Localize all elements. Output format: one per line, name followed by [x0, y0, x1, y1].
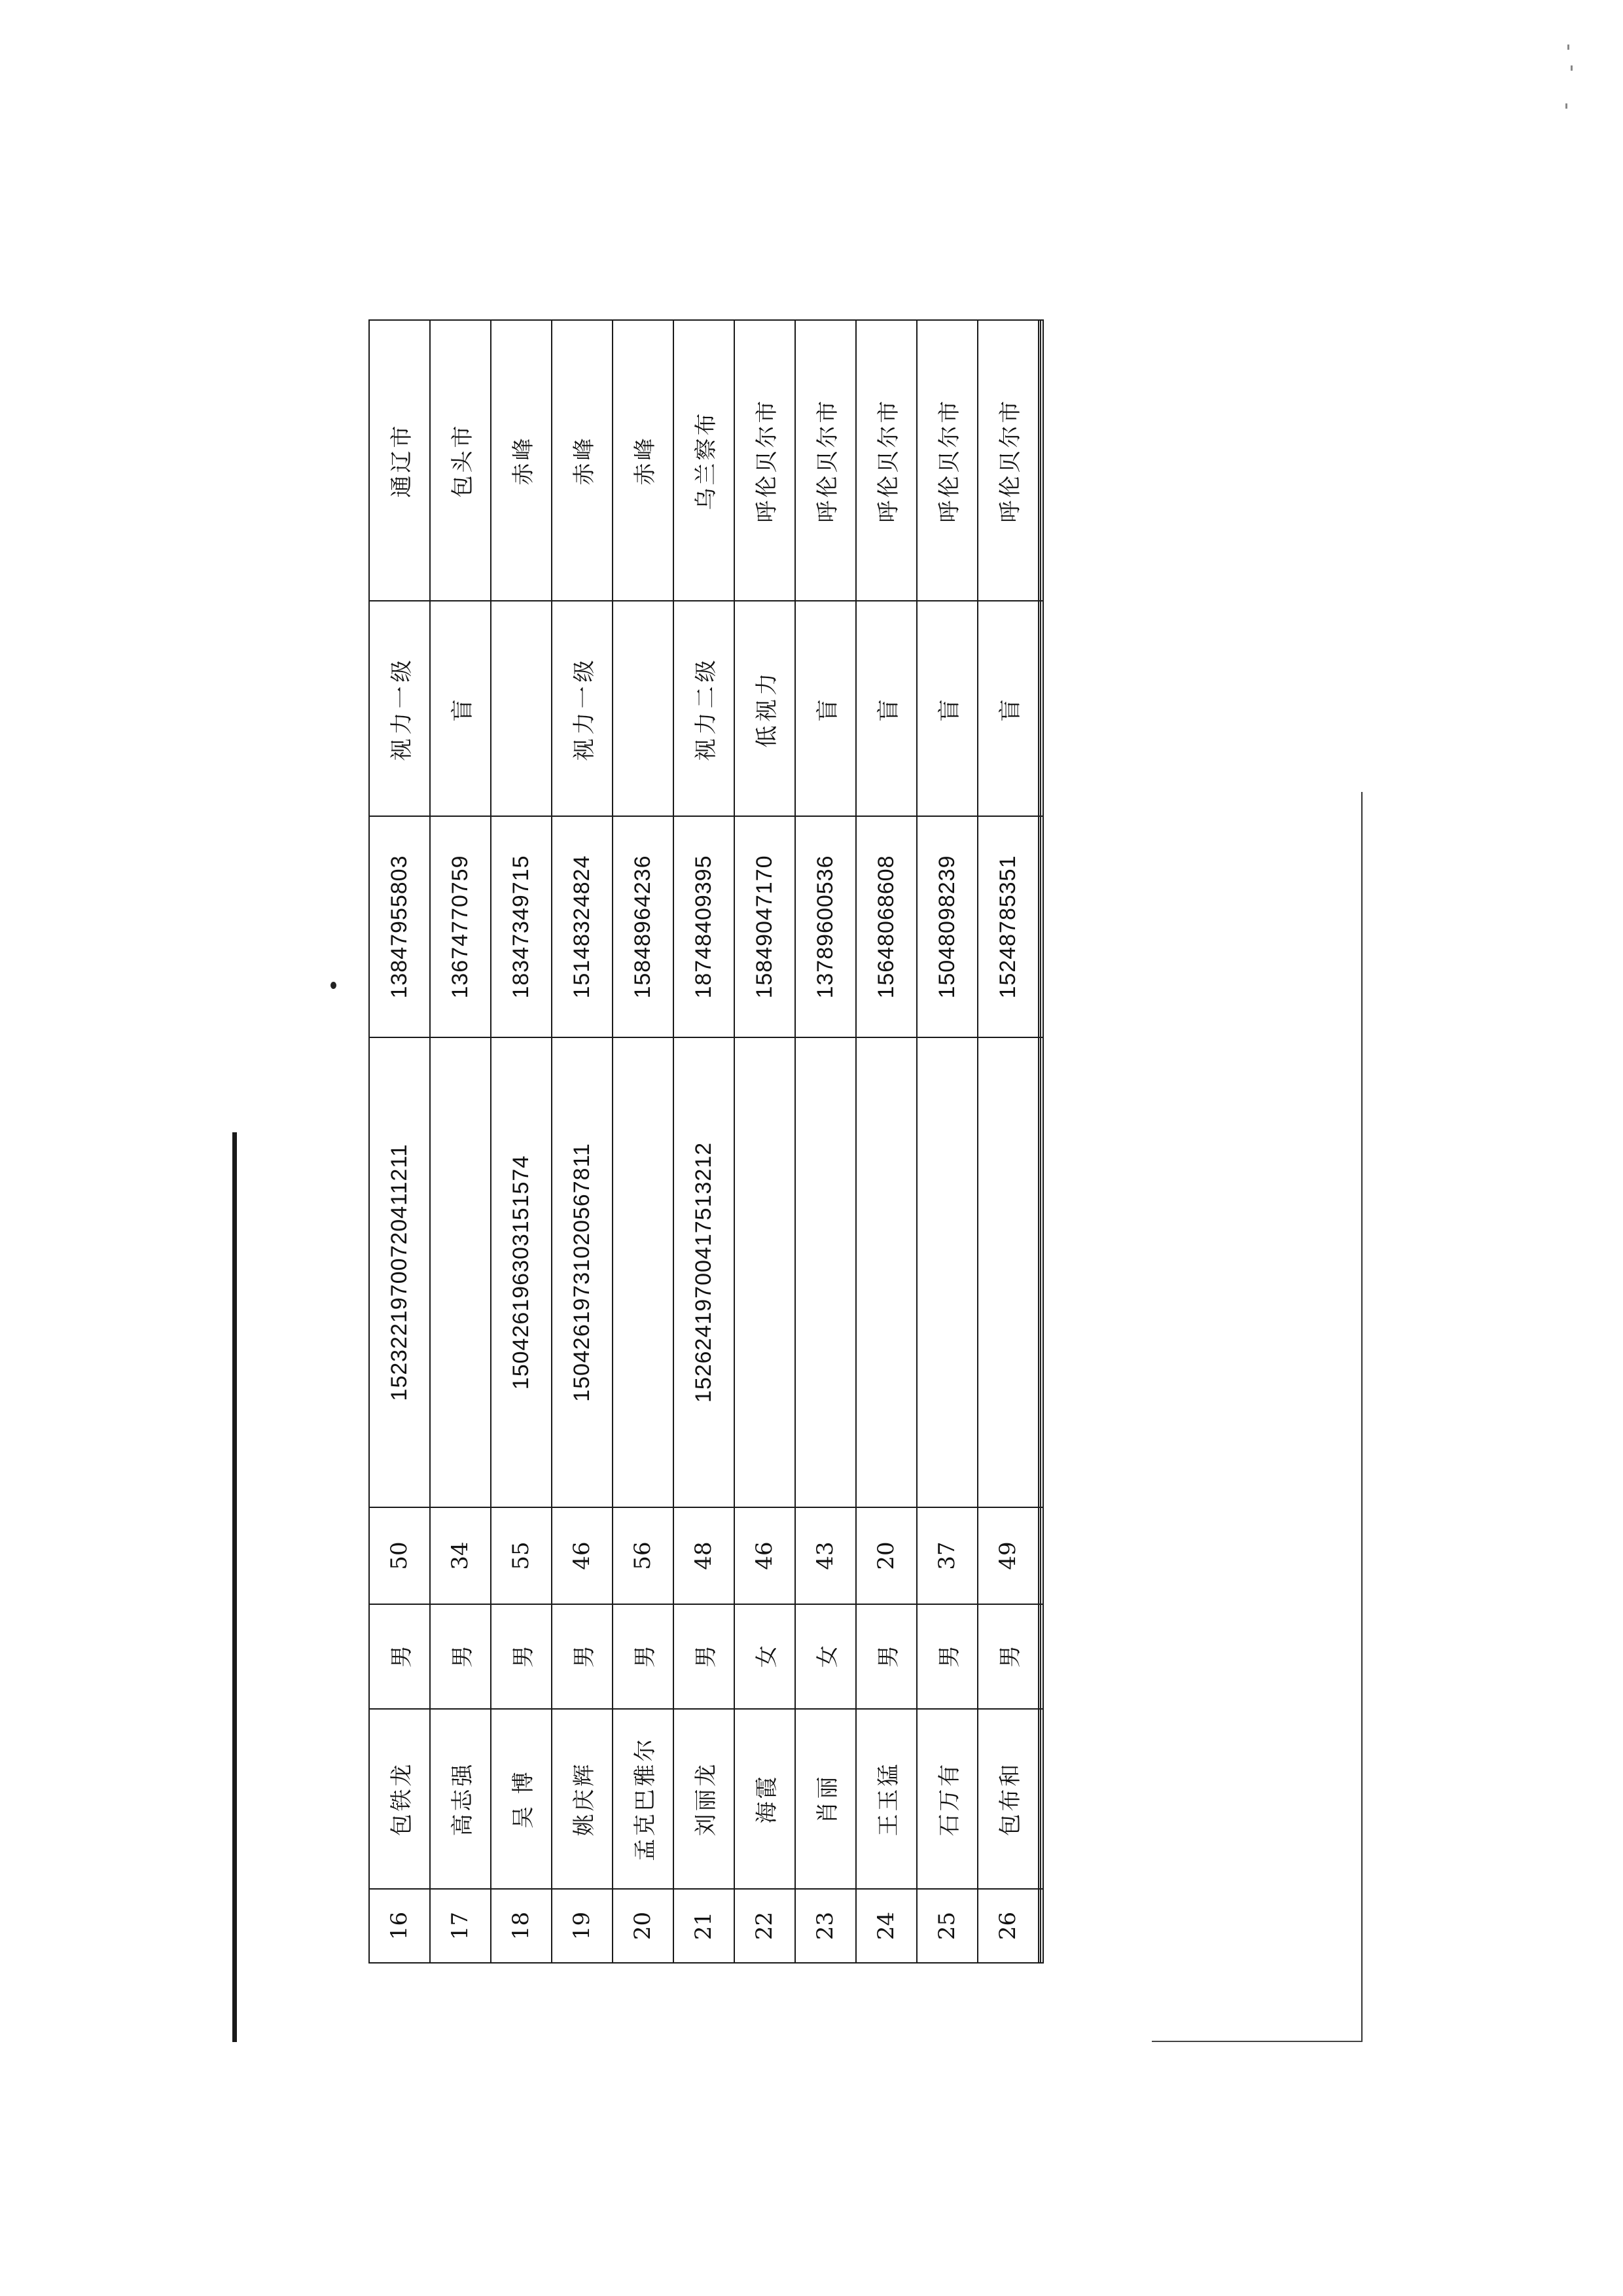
row-number-cell: 18 — [491, 1889, 552, 1963]
sex-cell: 男 — [917, 1604, 978, 1709]
disability-level-cell: 盲 — [430, 601, 491, 816]
table-row — [613, 320, 673, 1963]
scan-margin-line — [1152, 2041, 1363, 2042]
sex-cell: 女 — [795, 1604, 856, 1709]
city-cell: 赤峰 — [613, 320, 673, 601]
row-number-cell: 23 — [795, 1889, 856, 1963]
phone-number-cell: 15048098239 — [917, 816, 978, 1037]
phone-number-cell: 18347349715 — [491, 816, 552, 1037]
city-cell: 通辽市 — [369, 320, 430, 601]
city-cell: 呼伦贝尔市 — [795, 320, 856, 601]
id-number-cell: 150426197310205678​11 — [552, 1037, 613, 1507]
city-cell: 呼伦贝尔市 — [978, 320, 1039, 601]
id-number-cell — [856, 1037, 917, 1507]
disability-level-cell: 视力二级 — [673, 601, 734, 816]
age-cell: 46 — [734, 1507, 795, 1604]
city-cell: 赤峰 — [491, 320, 552, 601]
sex-cell: 男 — [856, 1604, 917, 1709]
city-cell: 呼伦贝尔市 — [734, 320, 795, 601]
person-name-cell: 肖丽 — [795, 1709, 856, 1889]
scan-speck — [330, 982, 336, 989]
disability-level-cell — [491, 601, 552, 816]
city-cell — [1041, 320, 1043, 601]
age-cell: 20 — [856, 1507, 917, 1604]
sex-cell: 男 — [673, 1604, 734, 1709]
id-number-cell: 152624197004175132​12 — [673, 1037, 734, 1507]
age-cell: 46 — [552, 1507, 613, 1604]
scan-speck — [1565, 103, 1567, 109]
city-cell: 呼伦贝尔市 — [856, 320, 917, 601]
phone-number-cell: 15848964236 — [613, 816, 673, 1037]
id-number-cell — [917, 1037, 978, 1507]
disability-level-cell — [1041, 601, 1043, 816]
table-row — [856, 320, 917, 1963]
table-row — [734, 320, 795, 1963]
sex-cell: 男 — [491, 1604, 552, 1709]
row-number-cell: 19 — [552, 1889, 613, 1963]
row-number-cell: 20 — [613, 1889, 673, 1963]
person-name-cell: 刘丽龙 — [673, 1709, 734, 1889]
table-row — [978, 320, 1039, 1963]
roster-table-rotated — [368, 321, 1044, 1964]
id-number-cell — [1041, 1037, 1043, 1507]
id-number-cell: 152322197007204112​11 — [369, 1037, 430, 1507]
age-cell: 34 — [430, 1507, 491, 1604]
sex-cell: 男 — [552, 1604, 613, 1709]
person-name-cell: 包铁龙 — [369, 1709, 430, 1889]
row-number-cell: 21 — [673, 1889, 734, 1963]
person-name-cell: 包布和 — [978, 1709, 1039, 1889]
person-name-cell: 孟克巴雅尔 — [613, 1709, 673, 1889]
person-name-cell: 石万有 — [917, 1709, 978, 1889]
age-cell: 55 — [491, 1507, 552, 1604]
phone-number-cell: 13789600536 — [795, 816, 856, 1037]
table-row — [1041, 320, 1043, 1963]
sex-cell — [1041, 1604, 1043, 1709]
disability-level-cell: 盲 — [856, 601, 917, 816]
city-cell: 包头市 — [430, 320, 491, 601]
id-number-cell — [978, 1037, 1039, 1507]
disability-level-cell: 视力一级 — [369, 601, 430, 816]
phone-number-cell: 15248785351 — [978, 816, 1039, 1037]
row-number-cell: 24 — [856, 1889, 917, 1963]
phone-number-cell: 15148324824 — [552, 816, 613, 1037]
age-cell: 49 — [978, 1507, 1039, 1604]
scan-edge-shadow — [232, 1132, 237, 2042]
age-cell: 48 — [673, 1507, 734, 1604]
row-number-cell: 25 — [917, 1889, 978, 1963]
id-number-cell — [613, 1037, 673, 1507]
row-number-cell: 17 — [430, 1889, 491, 1963]
id-number-cell — [734, 1037, 795, 1507]
id-number-cell — [795, 1037, 856, 1507]
phone-number-cell: 13674770759 — [430, 816, 491, 1037]
age-cell: 56 — [613, 1507, 673, 1604]
age-cell: 37 — [917, 1507, 978, 1604]
age-cell — [1041, 1507, 1043, 1604]
sex-cell: 男 — [613, 1604, 673, 1709]
phone-number-cell — [1041, 816, 1043, 1037]
scan-speck — [1567, 45, 1569, 50]
phone-number-cell: 18748409395 — [673, 816, 734, 1037]
age-cell: 50 — [369, 1507, 430, 1604]
disability-level-cell: 盲 — [917, 601, 978, 816]
table-row — [795, 320, 856, 1963]
age-cell: 43 — [795, 1507, 856, 1604]
sex-cell: 女 — [734, 1604, 795, 1709]
roster-table-region — [368, 321, 1044, 1964]
disability-level-cell: 视力一级 — [552, 601, 613, 816]
disability-level-cell: 盲 — [978, 601, 1039, 816]
roster-table — [368, 319, 1044, 1964]
person-name-cell: 高志强 — [430, 1709, 491, 1889]
row-number-cell: 16 — [369, 1889, 430, 1963]
row-number-cell: 26 — [978, 1889, 1039, 1963]
id-number-cell — [430, 1037, 491, 1507]
phone-number-cell: 15849047170 — [734, 816, 795, 1037]
city-cell: 赤峰 — [552, 320, 613, 601]
sex-cell: 男 — [978, 1604, 1039, 1709]
sex-cell: 男 — [369, 1604, 430, 1709]
city-cell: 乌兰察布 — [673, 320, 734, 601]
row-number-cell — [1041, 1889, 1043, 1963]
table-row — [552, 320, 613, 1963]
person-name-cell: 吴 博 — [491, 1709, 552, 1889]
person-name-cell — [1041, 1709, 1043, 1889]
phone-number-cell: 15648068608 — [856, 816, 917, 1037]
person-name-cell: 姚庆辉 — [552, 1709, 613, 1889]
person-name-cell: 海霞 — [734, 1709, 795, 1889]
table-row — [917, 320, 978, 1963]
disability-level-cell: 盲 — [795, 601, 856, 816]
scan-speck — [1571, 65, 1573, 71]
disability-level-cell — [613, 601, 673, 816]
sex-cell: 男 — [430, 1604, 491, 1709]
id-number-cell: 150426196303151574 — [491, 1037, 552, 1507]
table-row — [369, 320, 430, 1963]
table-row — [491, 320, 552, 1963]
roster-table-body — [369, 320, 1043, 1963]
table-row — [673, 320, 734, 1963]
phone-number-cell: 13847955803 — [369, 816, 430, 1037]
city-cell: 呼伦贝尔市 — [917, 320, 978, 601]
disability-level-cell: 低视力 — [734, 601, 795, 816]
table-row — [430, 320, 491, 1963]
person-name-cell: 王玉猛 — [856, 1709, 917, 1889]
row-number-cell: 22 — [734, 1889, 795, 1963]
scan-margin-line — [1361, 792, 1363, 2042]
